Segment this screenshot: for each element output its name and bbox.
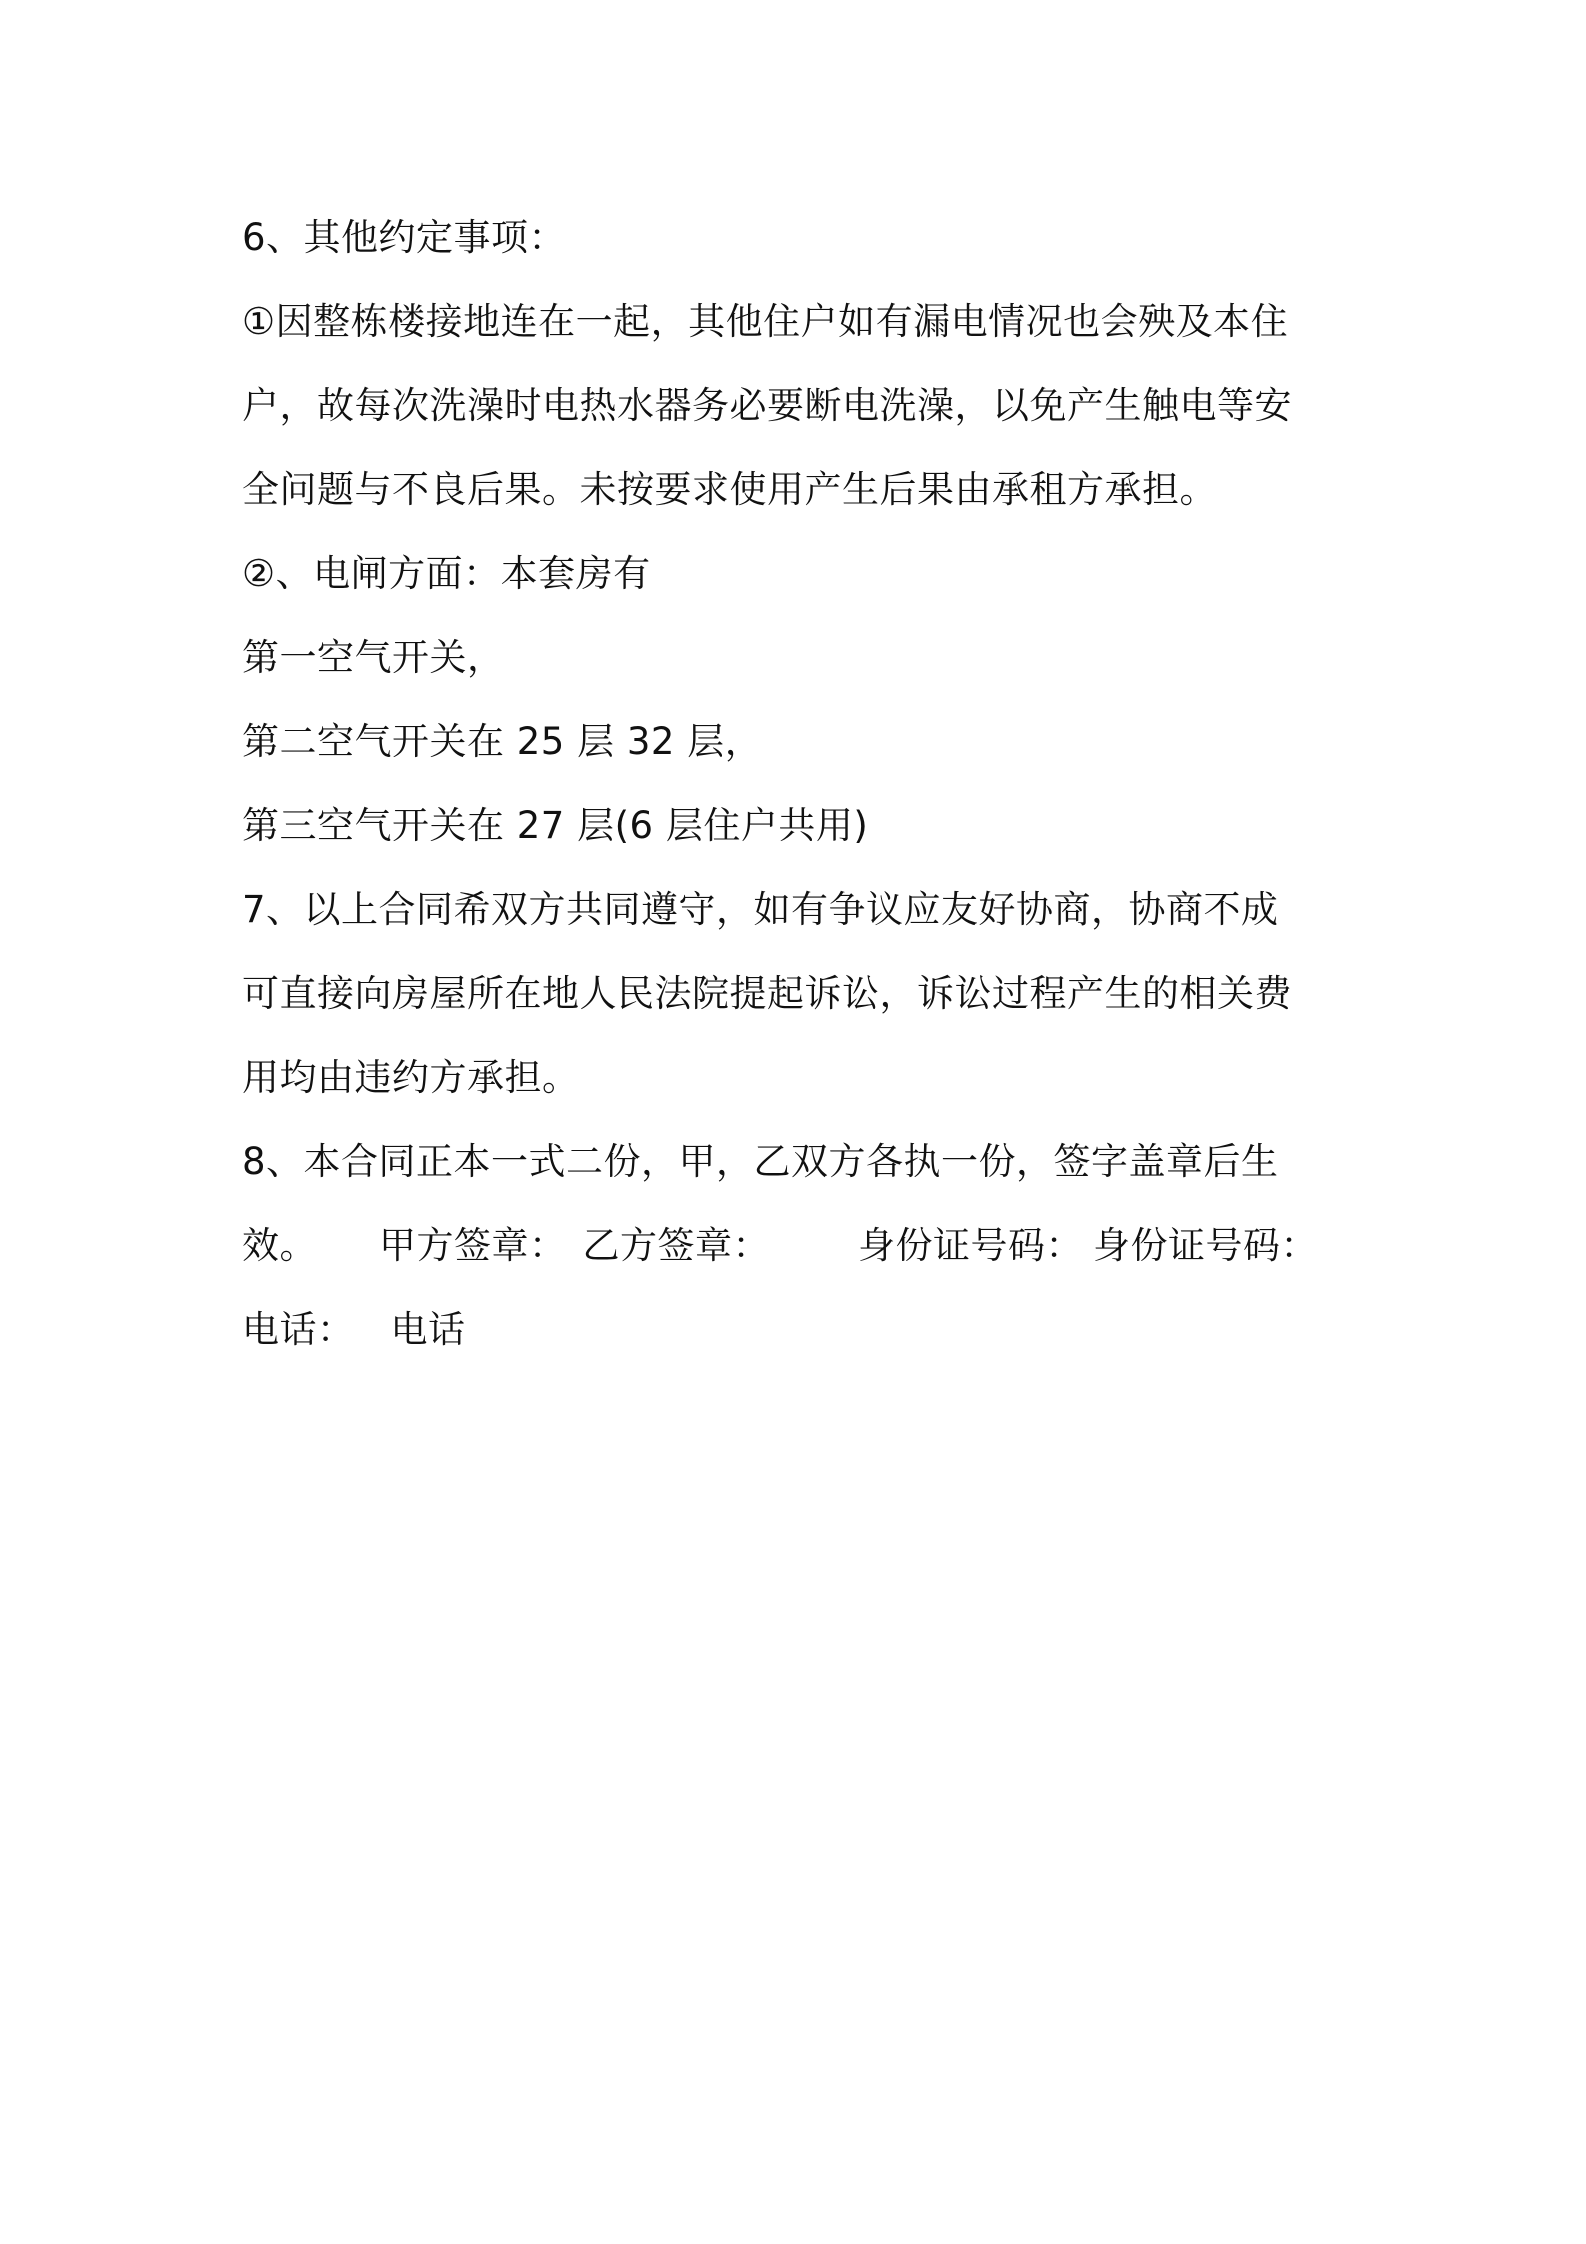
section-6-item-2-line-2: 第二空气开关在 25 层 32 层， — [242, 720, 763, 763]
section-6-item-2-line-3: 第三空气开关在 27 层(6 层住户共用) — [242, 804, 869, 847]
section-7-line-1: 7、以上合同希双方共同遵守，如有争议应友好协商，协商不成 — [242, 888, 1279, 931]
section-6-item-1-line-2: 户，故每次洗澡时电热水器务必要断电洗澡，以免产生触电等安 — [242, 384, 1292, 427]
section-8-line-1: 8、本合同正本一式二份，甲，乙双方各执一份，签字盖章后生 — [242, 1140, 1279, 1183]
party-b-signature-label: 乙方签章： — [582, 1224, 770, 1267]
section-7-line-2: 可直接向房屋所在地人民法院提起诉讼，诉讼过程产生的相关费 — [242, 972, 1292, 1015]
party-a-phone-label: 电话： — [242, 1308, 355, 1351]
section-6-item-1-line-3: 全问题与不良后果。未按要求使用产生后果由承租方承担。 — [242, 468, 1217, 511]
party-b-id-label: 身份证号码： — [1093, 1224, 1318, 1267]
section-6-item-2-heading: ②、电闸方面：本套房有 — [242, 552, 651, 595]
phone-row — [242, 1288, 1352, 1372]
section-7-line-3: 用均由违约方承担。 — [242, 1056, 580, 1099]
section-6-item-1-line-1: ①因整栋楼接地连在一起，其他住户如有漏电情况也会殃及本住 — [242, 300, 1289, 343]
party-b-phone-label: 电话 — [390, 1308, 466, 1351]
section-6-heading: 6、其他约定事项： — [242, 216, 567, 259]
party-a-id-label: 身份证号码： — [858, 1224, 1083, 1267]
section-6-item-2-line-1: 第一空气开关， — [242, 636, 505, 679]
document-body — [242, 196, 1352, 1372]
effective-text: 效。 — [242, 1224, 317, 1267]
party-a-signature-label: 甲方签章： — [379, 1224, 567, 1267]
signature-row — [242, 1204, 1352, 1288]
